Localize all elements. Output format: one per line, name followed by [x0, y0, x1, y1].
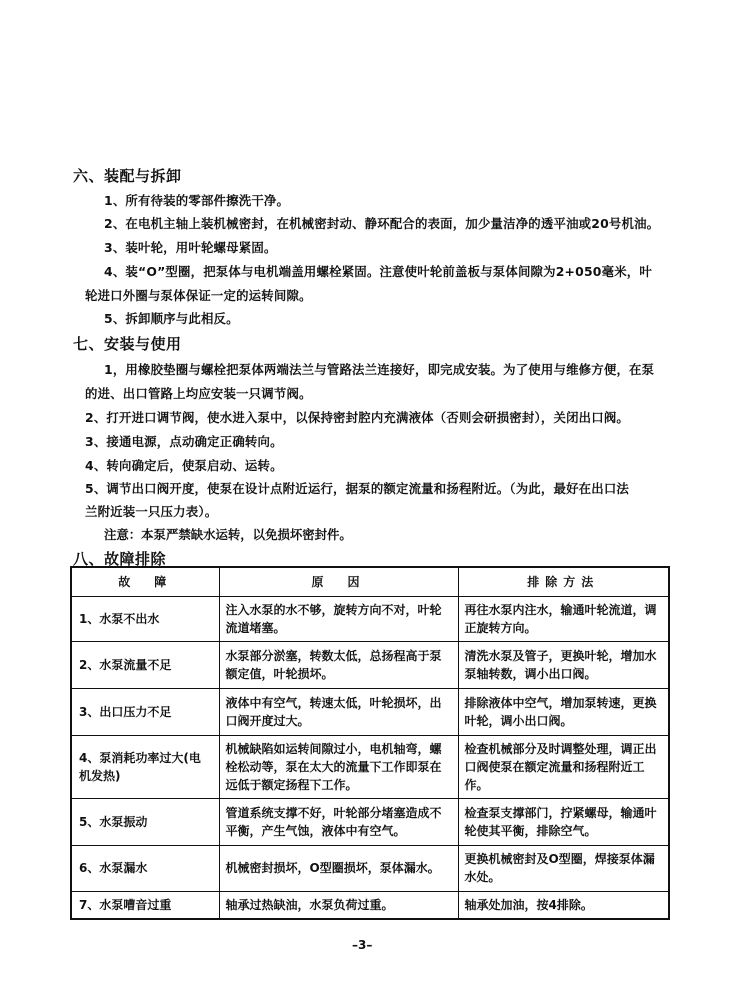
- cause-cell: 管道系统支撑不好，叶轮部分堵塞造成不平衡，产生气蚀，液体中有空气。: [219, 798, 458, 845]
- fault-cell: 7、水泵嘈音过重: [71, 891, 219, 919]
- section8-title: 八、故障排除: [73, 550, 167, 568]
- table-row: [71, 891, 669, 919]
- remedy-cell: 排除液体中空气，增加泵转速，更换叶轮，调小出口阀。: [458, 688, 669, 735]
- section7-item-2: 2、打开进口调节阀，使水进入泵中，以保持密封腔内充满液体（否则会研损密封），关闭出口阀。: [85, 410, 630, 425]
- cause-cell: 机械密封损坏，O型圈损坏，泵体漏水。: [219, 845, 458, 891]
- cause-cell: 液体中有空气，转速太低，叶轮损坏，出口阀开度过大。: [219, 688, 458, 735]
- section6-item-4-cont: 轮进口外圈与泵体保证一定的运转间隙。: [85, 288, 312, 303]
- section6-item-4: 4、装“O”型圈，把泵体与电机端盖用螺栓紧固。注意使叶轮前盖板与泵体间隙为2+050毫米，叶: [104, 264, 652, 279]
- section7-item-5-cont: 兰附近装一只压力表）。: [85, 504, 218, 519]
- fault-cell: 1、水泵不出水: [71, 596, 219, 641]
- fault-cell: 3、出口压力不足: [71, 688, 219, 735]
- section7-item-1-cont: 的进、出口管路上均应安装一只调节阀。: [85, 386, 312, 401]
- fault-cell: 6、水泵漏水: [71, 845, 219, 891]
- section7-item-1: 1，用橡胶垫圈与螺栓把泵体两端法兰与管路法兰连接好，即完成安装。为了使用与维修方便，在泵: [104, 362, 655, 377]
- section7-item-5: 5、调节出口阀开度，使泵在设计点附近运行，据泵的额定流量和扬程附近。（为此，最好在出口法: [85, 481, 630, 496]
- section7-title: 七、安装与使用: [73, 335, 182, 353]
- fault-table: [70, 566, 670, 920]
- header-remedy: 排除方法: [458, 567, 669, 596]
- section6-item-2: 2、在电机主轴上装机械密封，在机械密封动、静环配合的表面，加少量洁净的透平油或20号机油。: [104, 216, 660, 231]
- fault-cell: 5、水泵振动: [71, 798, 219, 845]
- section6-item-5: 5、拆卸顺序与此相反。: [104, 311, 239, 326]
- table-row: [71, 641, 669, 688]
- cause-cell: 注入水泵的水不够，旋转方向不对，叶轮流道堵塞。: [219, 596, 458, 641]
- remedy-cell: 检查泵支撑部门，拧紧螺母，输通叶轮使其平衡，排除空气。: [458, 798, 669, 845]
- remedy-cell: 检查机械部分及时调整处理，调正出口阀使泵在额定流量和扬程附近工作。: [458, 735, 669, 798]
- cause-cell: 轴承过热缺油，水泵负荷过重。: [219, 891, 458, 919]
- remedy-cell: 再往水泵内注水，输通叶轮流道，调正旋转方向。: [458, 596, 669, 641]
- page-number: –3–: [352, 938, 373, 952]
- section6-item-3: 3、装叶轮，用叶轮螺母紧固。: [104, 240, 277, 255]
- section7-item-3: 3、接通电源，点动确定正确转向。: [85, 434, 283, 449]
- fault-cell: 2、水泵流量不足: [71, 641, 219, 688]
- table-row: [71, 688, 669, 735]
- section7-item-4: 4、转向确定后，使泵启动、运转。: [85, 458, 283, 473]
- table-row: [71, 596, 669, 641]
- table-row: [71, 735, 669, 798]
- remedy-cell: 轴承处加油，按4排除。: [458, 891, 669, 919]
- cause-cell: 机械缺陷如运转间隙过小，电机轴弯，螺栓松动等，泵在太大的流量下工作即泵在远低于额定扬程下工作。: [219, 735, 458, 798]
- cause-cell: 水泵部分淤塞，转数太低，总扬程高于泵额定值，叶轮损坏。: [219, 641, 458, 688]
- section6-title: 六、装配与拆卸: [73, 167, 182, 185]
- remedy-cell: 更换机械密封及O型圈，焊接泵体漏水处。: [458, 845, 669, 891]
- section7-note: 注意：本泵严禁缺水运转，以免损坏密封件。: [104, 527, 352, 542]
- remedy-cell: 清洗水泵及管子，更换叶轮，增加水泵轴转数，调小出口阀。: [458, 641, 669, 688]
- table-row: [71, 798, 669, 845]
- section6-item-1: 1、所有待装的零部件擦洗干净。: [104, 193, 290, 208]
- table-row: [71, 845, 669, 891]
- fault-cell: 4、泵消耗功率过大(电机发热): [71, 735, 219, 798]
- header-fault: 故 障: [71, 567, 219, 596]
- header-cause: 原 因: [219, 567, 458, 596]
- table-header-row: [71, 567, 669, 596]
